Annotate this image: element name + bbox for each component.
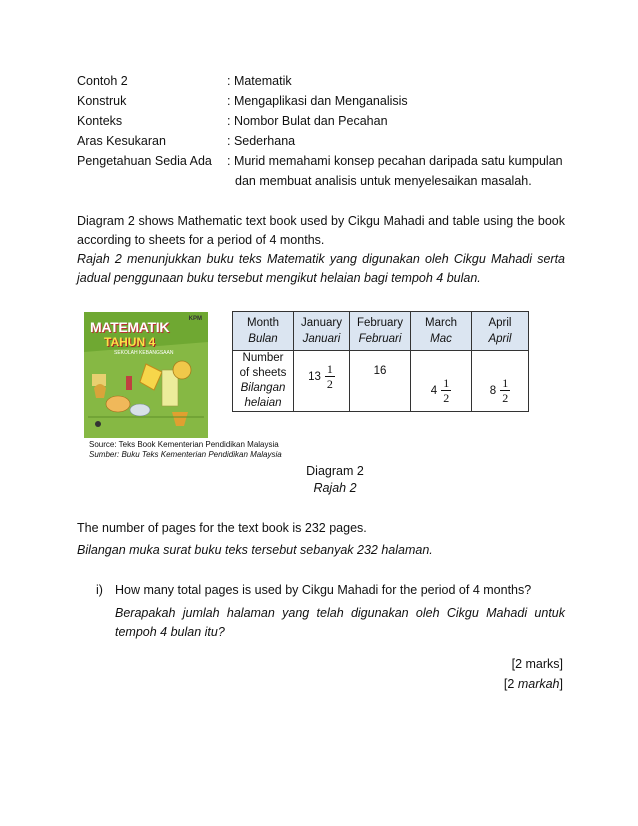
meta-row-continuation — [77, 171, 577, 191]
header-cell-month: Month Bulan — [233, 312, 294, 351]
question-english: How many total pages is used by Cikgu Mahadi for the period of 4 months? — [115, 583, 532, 597]
meta-row — [77, 131, 577, 151]
row-label-cell: Number of sheets Bilangan helaian — [233, 351, 294, 412]
meta-label: Pengetahuan Sedia Ada — [77, 154, 212, 168]
mixed-number: 13 $\frac{1}{2}$ — [308, 362, 333, 391]
mixed-number: 4 $\frac{1}{2}$ — [430, 376, 450, 405]
value-cell-january — [294, 351, 350, 412]
question-metadata — [77, 71, 577, 191]
intro-malay: Rajah 2 menunjukkan buku teks Matematik yang digunakan oleh Cikgu Mahadi serta jadual penggunaan buku tersebut mengikut helaian bagi tempoh 4 bulan. — [77, 252, 565, 285]
diagram-caption-malay: Rajah 2 — [313, 481, 357, 495]
meta-label: Aras Kesukaran — [77, 134, 166, 148]
meta-value: : Matematik — [227, 74, 292, 88]
meta-continuation: dan membuat analisis untuk menyelesaikan masalah. — [235, 174, 532, 188]
cover-publisher-mark: KPM — [188, 316, 202, 322]
cover-title: MATEMATIK — [90, 319, 170, 335]
pages-info-english: The number of pages for the text book is 232 pages. — [77, 521, 367, 535]
source-malay: Sumber: Buku Teks Kementerian Pendidikan Malaysia — [89, 450, 282, 459]
meta-label: Konteks — [77, 114, 123, 128]
marks-english: [2 marks] — [511, 657, 563, 671]
meta-label: Contoh 2 — [77, 74, 128, 88]
header-cell-april: April April — [472, 312, 529, 351]
meta-row — [77, 111, 577, 131]
meta-value: : Sederhana — [227, 134, 296, 148]
fraction: $\frac{1}{2}$ — [502, 376, 509, 405]
meta-row — [77, 91, 577, 111]
header-cell-january: January Januari — [294, 312, 350, 351]
pages-info-malay: Bilangan muka surat buku teks tersebut sebanyak 232 halaman. — [77, 543, 433, 557]
question-number: i) — [96, 583, 103, 597]
value-cell-february: 16 — [350, 351, 411, 412]
fraction: $\frac{1}{2}$ — [443, 376, 450, 405]
textbook-cover-image — [84, 312, 208, 438]
table-row-sheets — [233, 351, 529, 412]
meta-value: : Murid memahami konsep pecahan daripada satu kumpulan — [227, 154, 563, 168]
meta-row — [77, 71, 577, 91]
intro-english: Diagram 2 shows Mathematic text book used by Cikgu Mahadi and table using the book according to sheets for a period of 4 months. — [77, 214, 565, 247]
mixed-number: 8 $\frac{1}{2}$ — [489, 376, 509, 405]
diagram-caption-english: Diagram 2 — [306, 464, 364, 478]
marks-malay: [2 markah] — [503, 677, 563, 691]
meta-value: : Nombor Bulat dan Pecahan — [227, 114, 388, 128]
source-english: Source: Teks Book Kementerian Pendidikan Malaysia — [89, 440, 279, 449]
value-cell-march — [411, 351, 472, 412]
cover-school-label: SEKOLAH KEBANGSAAN — [114, 350, 174, 356]
table-header-row — [233, 312, 529, 351]
meta-value: : Mengaplikasi dan Menganalisis — [227, 94, 408, 108]
header-cell-march: March Mac — [411, 312, 472, 351]
marks-malay-word: markah — [517, 677, 560, 691]
fraction: $\frac{1}{2}$ — [326, 362, 333, 391]
meta-label: Konstruk — [77, 94, 127, 108]
question-malay: Berapakah jumlah halaman yang telah digunakan oleh Cikgu Mahadi untuk tempoh 4 bulan itu? — [115, 606, 565, 639]
cover-subtitle: TAHUN 4 — [104, 335, 156, 349]
value-cell-april — [472, 351, 529, 412]
meta-row — [77, 151, 577, 171]
sheets-table — [232, 311, 529, 412]
header-cell-february: February Februari — [350, 312, 411, 351]
